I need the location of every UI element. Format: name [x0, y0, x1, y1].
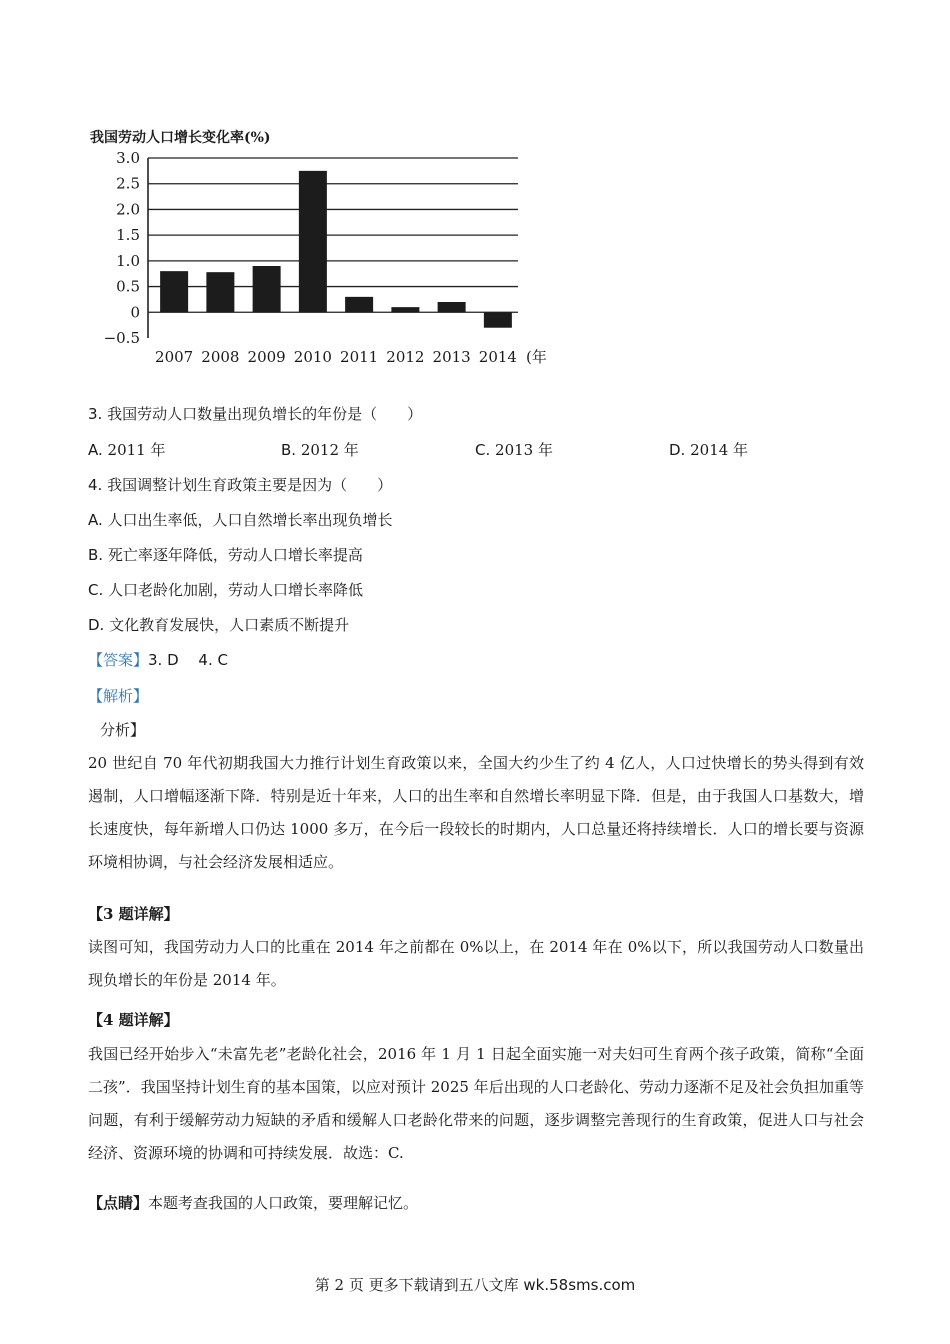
chart-x-ticks: [155, 348, 547, 366]
q4-option-a: [88, 510, 393, 530]
x-tick-label: 2007: [155, 348, 194, 366]
option-key: B.: [88, 546, 104, 564]
q3-option-a: [88, 440, 166, 460]
y-tick-label: 2.5: [116, 174, 140, 193]
bar-2014: [484, 312, 512, 327]
page-footer: [0, 1274, 950, 1295]
q4-detail-label: 【4 题详解】: [88, 1011, 179, 1029]
option-key: D.: [88, 616, 105, 634]
option-text: 2013 年: [495, 441, 553, 459]
q4-detail-text: 我国已经开始步入“未富先老”老龄化社会，2016 年 1 月 1 日起全面实施一对夫妇可生育两个孩子政策，简称“全面二孩”．我国坚持计划生育的基本国策，以应对预计 2025 年后出现的人口老龄化、劳动力逐渐不足及社会负担加重等问题，有利于缓解劳动力短缺的矛盾和缓解人口老龄化带来的问题，逐步调整完善现行的生育政策，促进人口与社会经济、资源环境的协调和可持续发展．故选：C.: [88, 1045, 864, 1162]
answer-line: [88, 650, 228, 670]
question-4-number: 4.: [88, 476, 103, 494]
question-4: [88, 475, 392, 495]
option-key: C.: [475, 441, 491, 459]
q3-detail-label: 【3 题详解】: [88, 905, 179, 923]
y-tick-label: 1.0: [116, 251, 140, 270]
bar-2010: [299, 171, 327, 312]
bar-2011: [345, 297, 373, 312]
point-label: 【点睛】: [88, 1194, 149, 1212]
x-tick-label: 2008: [201, 348, 240, 366]
chart-bars: [160, 171, 512, 328]
option-text: 文化教育发展快，人口素质不断提升: [109, 616, 350, 634]
x-tick-label: 2014: [478, 348, 517, 366]
question-3-stem: 我国劳动人口数量出现负增长的年份是（ ）: [107, 405, 423, 423]
x-tick-label: 2011: [340, 348, 379, 366]
q4-option-b: [88, 545, 363, 565]
q4-option-d: [88, 615, 349, 635]
answer-text: 3. D 4. C: [148, 651, 228, 669]
option-text: 2012 年: [300, 441, 359, 459]
bar-2012: [391, 307, 419, 312]
q4-option-c: [88, 580, 363, 600]
option-key: A.: [88, 441, 103, 459]
q3-option-d: [669, 440, 748, 460]
y-tick-label: 2.0: [116, 200, 140, 219]
chart-y-ticks: [104, 149, 140, 347]
option-key: D.: [669, 441, 686, 459]
option-text: 人口老龄化加剧，劳动人口增长率降低: [108, 581, 364, 599]
y-tick-label: 1.5: [116, 226, 140, 245]
q3-option-b: [281, 440, 359, 460]
question-3: [88, 404, 422, 424]
question-3-number: 3.: [88, 405, 103, 423]
labor-growth-bar-chart: [88, 120, 558, 382]
x-tick-label: 2009: [247, 348, 286, 366]
analysis-text: 20 世纪自 70 年代初期我国大力推行计划生育政策以来，全国大约少生了约 4 亿人，人口过快增长的势头得到有效遏制，人口增幅逐渐下降．特别是近十年来，人口的出生率和自然增长率明显下降．但是，由于我国人口基数大，增长速度快，每年新增人口仍达 1000 多万，在今后一段较长的时期内，人口总量还将持续增长．人口的增长要与资源环境相协调，与社会经济发展相适应。: [88, 754, 864, 871]
y-tick-label: 0: [130, 303, 140, 322]
y-tick-label: 3.0: [116, 149, 140, 167]
footer-page-text: 第 2 页 更多下载请到五八文库: [314, 1276, 519, 1294]
bar-2013: [438, 302, 466, 312]
answer-label: 【答案】: [88, 651, 149, 669]
point-line: [88, 1193, 418, 1213]
y-tick-label: 0.5: [116, 277, 140, 296]
chart-title: 我国劳动人口增长变化率(%): [90, 130, 271, 146]
question-4-stem: 我国调整计划生育政策主要是因为（ ）: [107, 476, 393, 494]
option-text: 2011 年: [107, 441, 166, 459]
analysis-sub-label: 分析】: [100, 721, 146, 739]
analysis-label: 【解析】: [88, 687, 149, 705]
q3-detail-text: 读图可知，我国劳动力人口的比重在 2014 年之前都在 0%以上，在 2014 年在 0%以下，所以我国劳动人口数量出现负增长的年份是 2014 年。: [88, 938, 864, 989]
footer-site-link[interactable]: wk.58sms.com: [523, 1276, 636, 1294]
point-text: 本题考查我国的人口政策，要理解记忆。: [148, 1194, 419, 1212]
y-tick-label: −0.5: [103, 329, 140, 347]
bar-2009: [253, 266, 281, 312]
x-axis-unit: (年: [526, 348, 547, 366]
q3-option-c: [475, 440, 553, 460]
bar-2008: [206, 272, 234, 312]
bar-2007: [160, 271, 188, 312]
x-tick-label: 2013: [432, 348, 471, 366]
x-tick-label: 2012: [386, 348, 425, 366]
option-key: A.: [88, 511, 103, 529]
option-text: 人口出生率低，人口自然增长率出现负增长: [107, 511, 393, 529]
option-text: 死亡率逐年降低，劳动人口增长率提高: [107, 546, 363, 564]
option-key: B.: [281, 441, 297, 459]
option-text: 2014 年: [690, 441, 749, 459]
x-tick-label: 2010: [293, 348, 332, 366]
option-key: C.: [88, 581, 104, 599]
